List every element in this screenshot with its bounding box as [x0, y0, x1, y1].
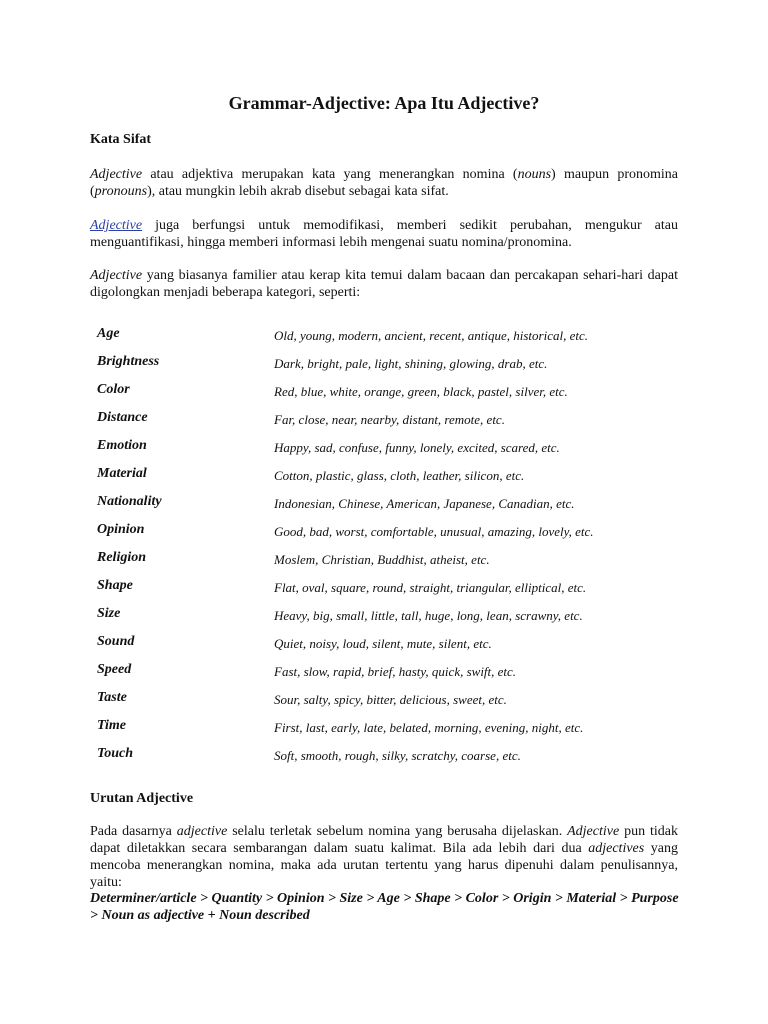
adjective-order-rule: Determiner/article > Quantity > Opinion > Size > Age > Shape > Color > Origin > Material > Purpose > Noun as adjective + Noun described: [90, 891, 679, 923]
category-examples: Happy, sad, confuse, funny, lonely, excited, scared, etc.: [274, 440, 560, 455]
category-row: [97, 549, 687, 577]
category-examples: Cotton, plastic, glass, cloth, leather, silicon, etc.: [274, 468, 525, 483]
category-row: [97, 717, 687, 745]
paragraph-text: pun tidak dapat diletakkan secara sembarangan dalam suatu kalimat. Bila ada lebih dari dua: [90, 824, 678, 856]
adjective-categories-table: [97, 325, 687, 773]
paragraph-function: [90, 217, 678, 251]
paragraph-order-intro: [90, 823, 678, 891]
category-examples: Soft, smooth, rough, silky, scratchy, coarse, etc.: [274, 748, 521, 763]
category-row: [97, 493, 687, 521]
paragraph-text: juga berfungsi untuk memodifikasi, memberi sedikit perubahan, mengukur atau menguantifikasi, hingga memberi informasi lebih mengenai suatu nomina/pronomina.: [90, 218, 678, 250]
page-title: Grammar-Adjective: Apa Itu Adjective?: [228, 93, 540, 113]
category-row: [97, 353, 687, 381]
category-name: Emotion: [97, 438, 147, 453]
category-examples: Far, close, near, nearby, distant, remote, etc.: [274, 412, 505, 427]
paragraph-text: atau adjektiva merupakan kata yang menerangkan nomina (: [142, 167, 518, 182]
category-examples: Red, blue, white, orange, green, black, pastel, silver, etc.: [274, 384, 568, 399]
category-examples: Dark, bright, pale, light, shining, glowing, drab, etc.: [274, 356, 548, 371]
category-name: Shape: [97, 578, 133, 593]
term-adjective: Adjective: [90, 167, 143, 182]
category-examples: Moslem, Christian, Buddhist, atheist, etc.: [274, 552, 490, 567]
category-row: [97, 577, 687, 605]
category-name: Material: [97, 466, 147, 481]
category-name: Speed: [97, 662, 132, 677]
category-row: [97, 325, 687, 353]
section-heading-urutan-adjective: Urutan Adjective: [90, 791, 194, 806]
category-name: Time: [97, 718, 127, 733]
category-name: Distance: [97, 410, 148, 425]
category-name: Size: [97, 606, 121, 621]
paragraph-text: ) maupun pronomina (: [90, 167, 678, 199]
category-row: [97, 409, 687, 437]
category-examples: Old, young, modern, ancient, recent, antique, historical, etc.: [274, 328, 588, 343]
paragraph-definition: [90, 166, 678, 200]
term-adjective: Adjective: [567, 824, 620, 839]
category-examples: Heavy, big, small, little, tall, huge, long, lean, scrawny, etc.: [274, 608, 583, 623]
category-row: [97, 521, 687, 549]
category-row: [97, 437, 687, 465]
category-row: [97, 605, 687, 633]
category-row: [97, 381, 687, 409]
term-adjective: adjective: [176, 824, 228, 839]
category-row: [97, 465, 687, 493]
term-pronouns: pronouns: [94, 184, 148, 199]
category-name: Nationality: [97, 494, 162, 509]
category-name: Color: [97, 382, 130, 397]
category-examples: Quiet, noisy, loud, silent, mute, silent, etc.: [274, 636, 492, 651]
category-examples: Good, bad, worst, comfortable, unusual, amazing, lovely, etc.: [274, 524, 594, 539]
paragraph-categories-intro: [90, 267, 678, 301]
adjective-link[interactable]: Adjective: [90, 218, 143, 233]
category-name: Opinion: [97, 522, 145, 537]
paragraph-text: yang mencoba menerangkan nomina, maka ada urutan tertentu yang harus dipenuhi dalam penulisannya, yaitu:: [90, 841, 678, 890]
category-examples: First, last, early, late, belated, morning, evening, night, etc.: [274, 720, 584, 735]
category-name: Brightness: [97, 354, 160, 369]
paragraph-text: Pada dasarnya: [90, 824, 177, 839]
term-nouns: nouns: [517, 167, 552, 182]
paragraph-text: selalu terletak sebelum nomina yang berusaha dijelaskan.: [227, 824, 568, 839]
paragraph-text: yang biasanya familier atau kerap kita temui dalam bacaan dan percakapan sehari-hari dapat digolongkan menjadi beberapa kategori, seperti:: [90, 268, 678, 300]
term-adjective: Adjective: [90, 268, 143, 283]
section-heading-kata-sifat: Kata Sifat: [90, 132, 152, 147]
category-name: Age: [97, 326, 120, 341]
category-name: Taste: [97, 690, 127, 705]
category-name: Religion: [97, 550, 147, 565]
category-examples: Sour, salty, spicy, bitter, delicious, sweet, etc.: [274, 692, 507, 707]
category-name: Sound: [97, 634, 135, 649]
category-row: [97, 689, 687, 717]
paragraph-text: ), atau mungkin lebih akrab disebut sebagai kata sifat.: [147, 184, 449, 199]
category-examples: Fast, slow, rapid, brief, hasty, quick, swift, etc.: [274, 664, 517, 679]
category-examples: Indonesian, Chinese, American, Japanese, Canadian, etc.: [274, 496, 575, 511]
category-row: [97, 661, 687, 689]
category-examples: Flat, oval, square, round, straight, triangular, elliptical, etc.: [274, 580, 587, 595]
category-name: Touch: [97, 746, 134, 761]
category-row: [97, 745, 687, 773]
term-adjectives: adjectives: [588, 841, 645, 856]
category-row: [97, 633, 687, 661]
